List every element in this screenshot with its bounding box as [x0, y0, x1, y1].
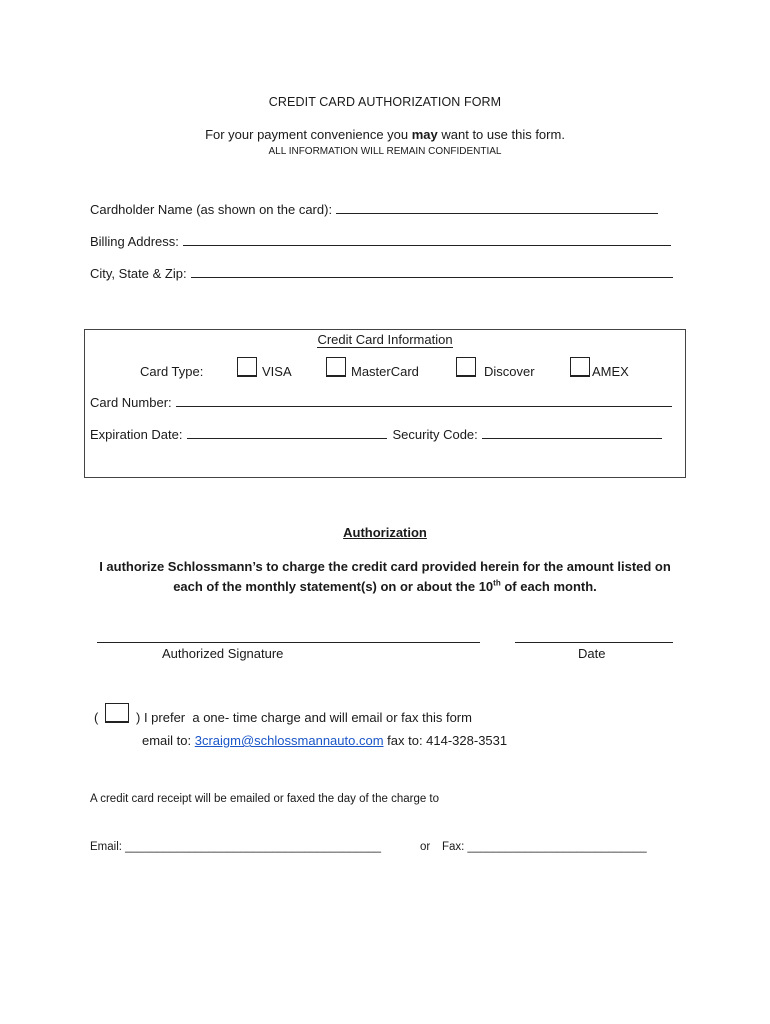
confidential-note: ALL INFORMATION WILL REMAIN CONFIDENTIAL [268, 146, 502, 157]
receipt-or-text: or [420, 841, 431, 853]
authorization-statement [80, 557, 690, 597]
expiration-field[interactable] [187, 437, 387, 439]
authorization-line-2-pre: each of the monthly statement(s) on or about the 10 [173, 579, 494, 594]
authorization-line-2-post: of each month. [500, 579, 597, 594]
receipt-fax-field[interactable]: Fax: ____________________________ [442, 841, 647, 853]
credit-card-heading-text: Credit Card Information [317, 332, 453, 347]
contact-line [142, 733, 507, 748]
security-code-label: Security Code: [392, 427, 478, 442]
authorization-line-1: I authorize Schlossmann’s to charge the credit card provided herein for the amount listed on [99, 559, 671, 574]
discover-label: Discover [484, 364, 535, 379]
visa-checkbox[interactable] [237, 357, 257, 377]
signature-line[interactable] [97, 642, 480, 643]
subtitle-pre: For your payment convenience you [205, 127, 412, 142]
form-subtitle [0, 127, 770, 142]
one-time-open-paren: ( [94, 710, 99, 725]
security-code-field[interactable] [482, 437, 662, 439]
card-number-field[interactable] [176, 405, 672, 407]
authorization-line-2-sup: th [493, 578, 501, 588]
expiration-row [90, 427, 662, 442]
email-prefix: email to: [142, 733, 195, 748]
discover-checkbox[interactable] [456, 357, 476, 377]
receipt-note: A credit card receipt will be emailed or faxed the day of the charge to [90, 793, 440, 805]
visa-label: VISA [262, 364, 292, 379]
mastercard-label: MasterCard [351, 364, 419, 379]
card-number-row [90, 395, 672, 410]
billing-address-label: Billing Address: [90, 234, 179, 249]
authorization-line-2 [80, 577, 690, 597]
billing-address-row [90, 234, 671, 249]
mastercard-checkbox[interactable] [326, 357, 346, 377]
one-time-charge-checkbox[interactable] [105, 703, 129, 723]
amex-label: AMEX [592, 364, 629, 379]
card-number-label: Card Number: [90, 395, 172, 410]
city-state-zip-field[interactable] [191, 276, 673, 278]
authorization-heading: Authorization [343, 525, 427, 540]
subtitle-bold: may [411, 127, 438, 142]
city-state-zip-label: City, State & Zip: [90, 266, 187, 281]
subtitle-post: want to use this form. [437, 127, 565, 142]
date-label: Date [578, 646, 606, 661]
date-line[interactable] [515, 642, 673, 643]
cardholder-name-row [90, 202, 658, 217]
fax-text: fax to: 414-328-3531 [383, 733, 508, 748]
receipt-email-field[interactable]: Email: ________________________________________ [90, 841, 381, 853]
signature-label: Authorized Signature [162, 646, 284, 661]
billing-address-field[interactable] [183, 244, 671, 246]
amex-checkbox[interactable] [570, 357, 590, 377]
one-time-charge-text: ) I prefer a one- time charge and will email or fax this form [136, 710, 472, 725]
credit-card-heading [84, 332, 686, 347]
expiration-label: Expiration Date: [90, 427, 183, 442]
email-link[interactable]: 3craigm@schlossmannauto.com [194, 733, 384, 748]
cardholder-name-label: Cardholder Name (as shown on the card): [90, 202, 333, 217]
cardholder-name-field[interactable] [336, 212, 658, 214]
city-state-zip-row [90, 266, 673, 281]
form-title: CREDIT CARD AUTHORIZATION FORM [268, 95, 502, 109]
card-type-label: Card Type: [140, 364, 204, 379]
